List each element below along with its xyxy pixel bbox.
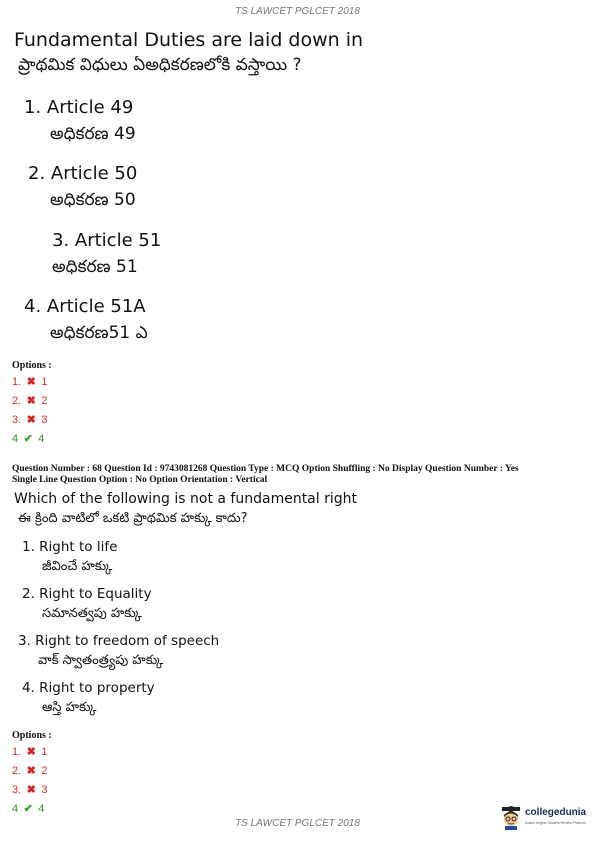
option-text-en: 4. Article 51A [24, 296, 146, 317]
answer-option-row [12, 392, 52, 411]
question-text-en: Which of the following is not a fundamental right [14, 491, 357, 507]
check-icon: ✔ [23, 433, 33, 445]
page-header: TS LAWCET PGLCET 2018 [235, 6, 360, 17]
option-number: 1. [12, 376, 22, 388]
option-1 [22, 538, 117, 576]
option-label: 4 [38, 433, 45, 445]
option-label: 2 [41, 765, 48, 777]
option-2 [28, 162, 137, 212]
cross-icon: ✖ [26, 395, 36, 407]
logo-brand-text: collegedunia [525, 807, 587, 818]
question-text-en: Fundamental Duties are laid down in [14, 29, 364, 51]
options-title: Options : [12, 730, 52, 741]
option-text-te: అధికరణ 49 [50, 124, 136, 144]
option-label: 1 [41, 376, 48, 388]
option-number: 1. [12, 746, 22, 758]
option-text-te: వాక్ స్వాతంత్ర్యపు హక్కు [38, 653, 164, 668]
answer-options-1 [12, 359, 52, 449]
option-text-te: అధికరణ51 ఎ [50, 323, 148, 343]
question-1 [14, 28, 584, 343]
option-number: 2. [12, 765, 22, 777]
option-label: 2 [41, 395, 48, 407]
option-text-en: 3. Article 51 [52, 230, 162, 251]
answer-option-row [12, 373, 52, 392]
option-number: 3. [12, 784, 22, 796]
option-number: 3. [12, 414, 22, 426]
option-text-en: 1. Article 49 [24, 97, 134, 118]
check-icon: ✔ [23, 803, 33, 815]
option-3 [52, 229, 161, 279]
answer-option-row [12, 743, 52, 762]
options-title: Options : [12, 360, 52, 371]
answer-option-row-correct [12, 430, 52, 449]
cross-icon: ✖ [26, 376, 36, 388]
option-3 [18, 632, 219, 670]
option-4 [24, 295, 148, 345]
answer-option-row [12, 781, 52, 800]
question-text-te: ప్రాథమిక విధులు ఏఅధికరణలోకి వస్తాయి ? [18, 55, 302, 75]
answer-options-2 [12, 729, 52, 819]
option-text-en: 2. Right to Equality [22, 586, 152, 602]
page-footer: TS LAWCET PGLCET 2018 [235, 818, 360, 829]
option-text-te: అధికరణ 51 [52, 257, 138, 277]
option-label: 3 [41, 784, 48, 796]
option-number: 2. [12, 395, 22, 407]
cross-icon: ✖ [26, 746, 36, 758]
option-number: 4 [12, 803, 19, 815]
student-mascot-icon [500, 806, 522, 830]
option-text-te: అధికరణ 50 [50, 190, 136, 210]
answer-option-row [12, 762, 52, 781]
option-text-en: 1. Right to life [22, 539, 118, 555]
option-text-te: సమానత్వపు హక్కు [42, 606, 142, 621]
cross-icon: ✖ [26, 784, 36, 796]
option-1 [24, 96, 136, 146]
question-text-te: ఈ క్రింది వాటిలో ఒకటి ప్రాథమిక హక్కు కాదు? [18, 511, 248, 526]
option-2 [22, 585, 152, 623]
option-text-en: 4. Right to property [22, 680, 155, 696]
option-4 [22, 679, 155, 717]
option-label: 1 [41, 746, 48, 758]
answer-option-row-correct [12, 800, 52, 819]
question-meta-line-2: Single Line Question Option : No Option Orientation : Vertical [12, 475, 268, 485]
option-label: 4 [38, 803, 45, 815]
cross-icon: ✖ [26, 414, 36, 426]
option-text-te: జీవించే హక్కు [42, 559, 113, 574]
question-meta-line-1: Question Number : 68 Question Id : 9743081268 Question Type : MCQ Option Shuffling : No Display Question Number : Yes [12, 464, 519, 474]
option-number: 4 [12, 433, 19, 445]
option-label: 3 [41, 414, 48, 426]
question-2 [14, 490, 584, 715]
option-text-te: ఆస్తి హక్కు [42, 700, 97, 715]
answer-option-row [12, 411, 52, 430]
logo-tagline: India's largest Student Review Platform [525, 821, 586, 825]
option-text-en: 2. Article 50 [28, 163, 138, 184]
option-text-en: 3. Right to freedom of speech [18, 633, 220, 649]
question-meta [12, 464, 587, 486]
cross-icon: ✖ [26, 765, 36, 777]
collegedunia-logo [500, 804, 592, 834]
